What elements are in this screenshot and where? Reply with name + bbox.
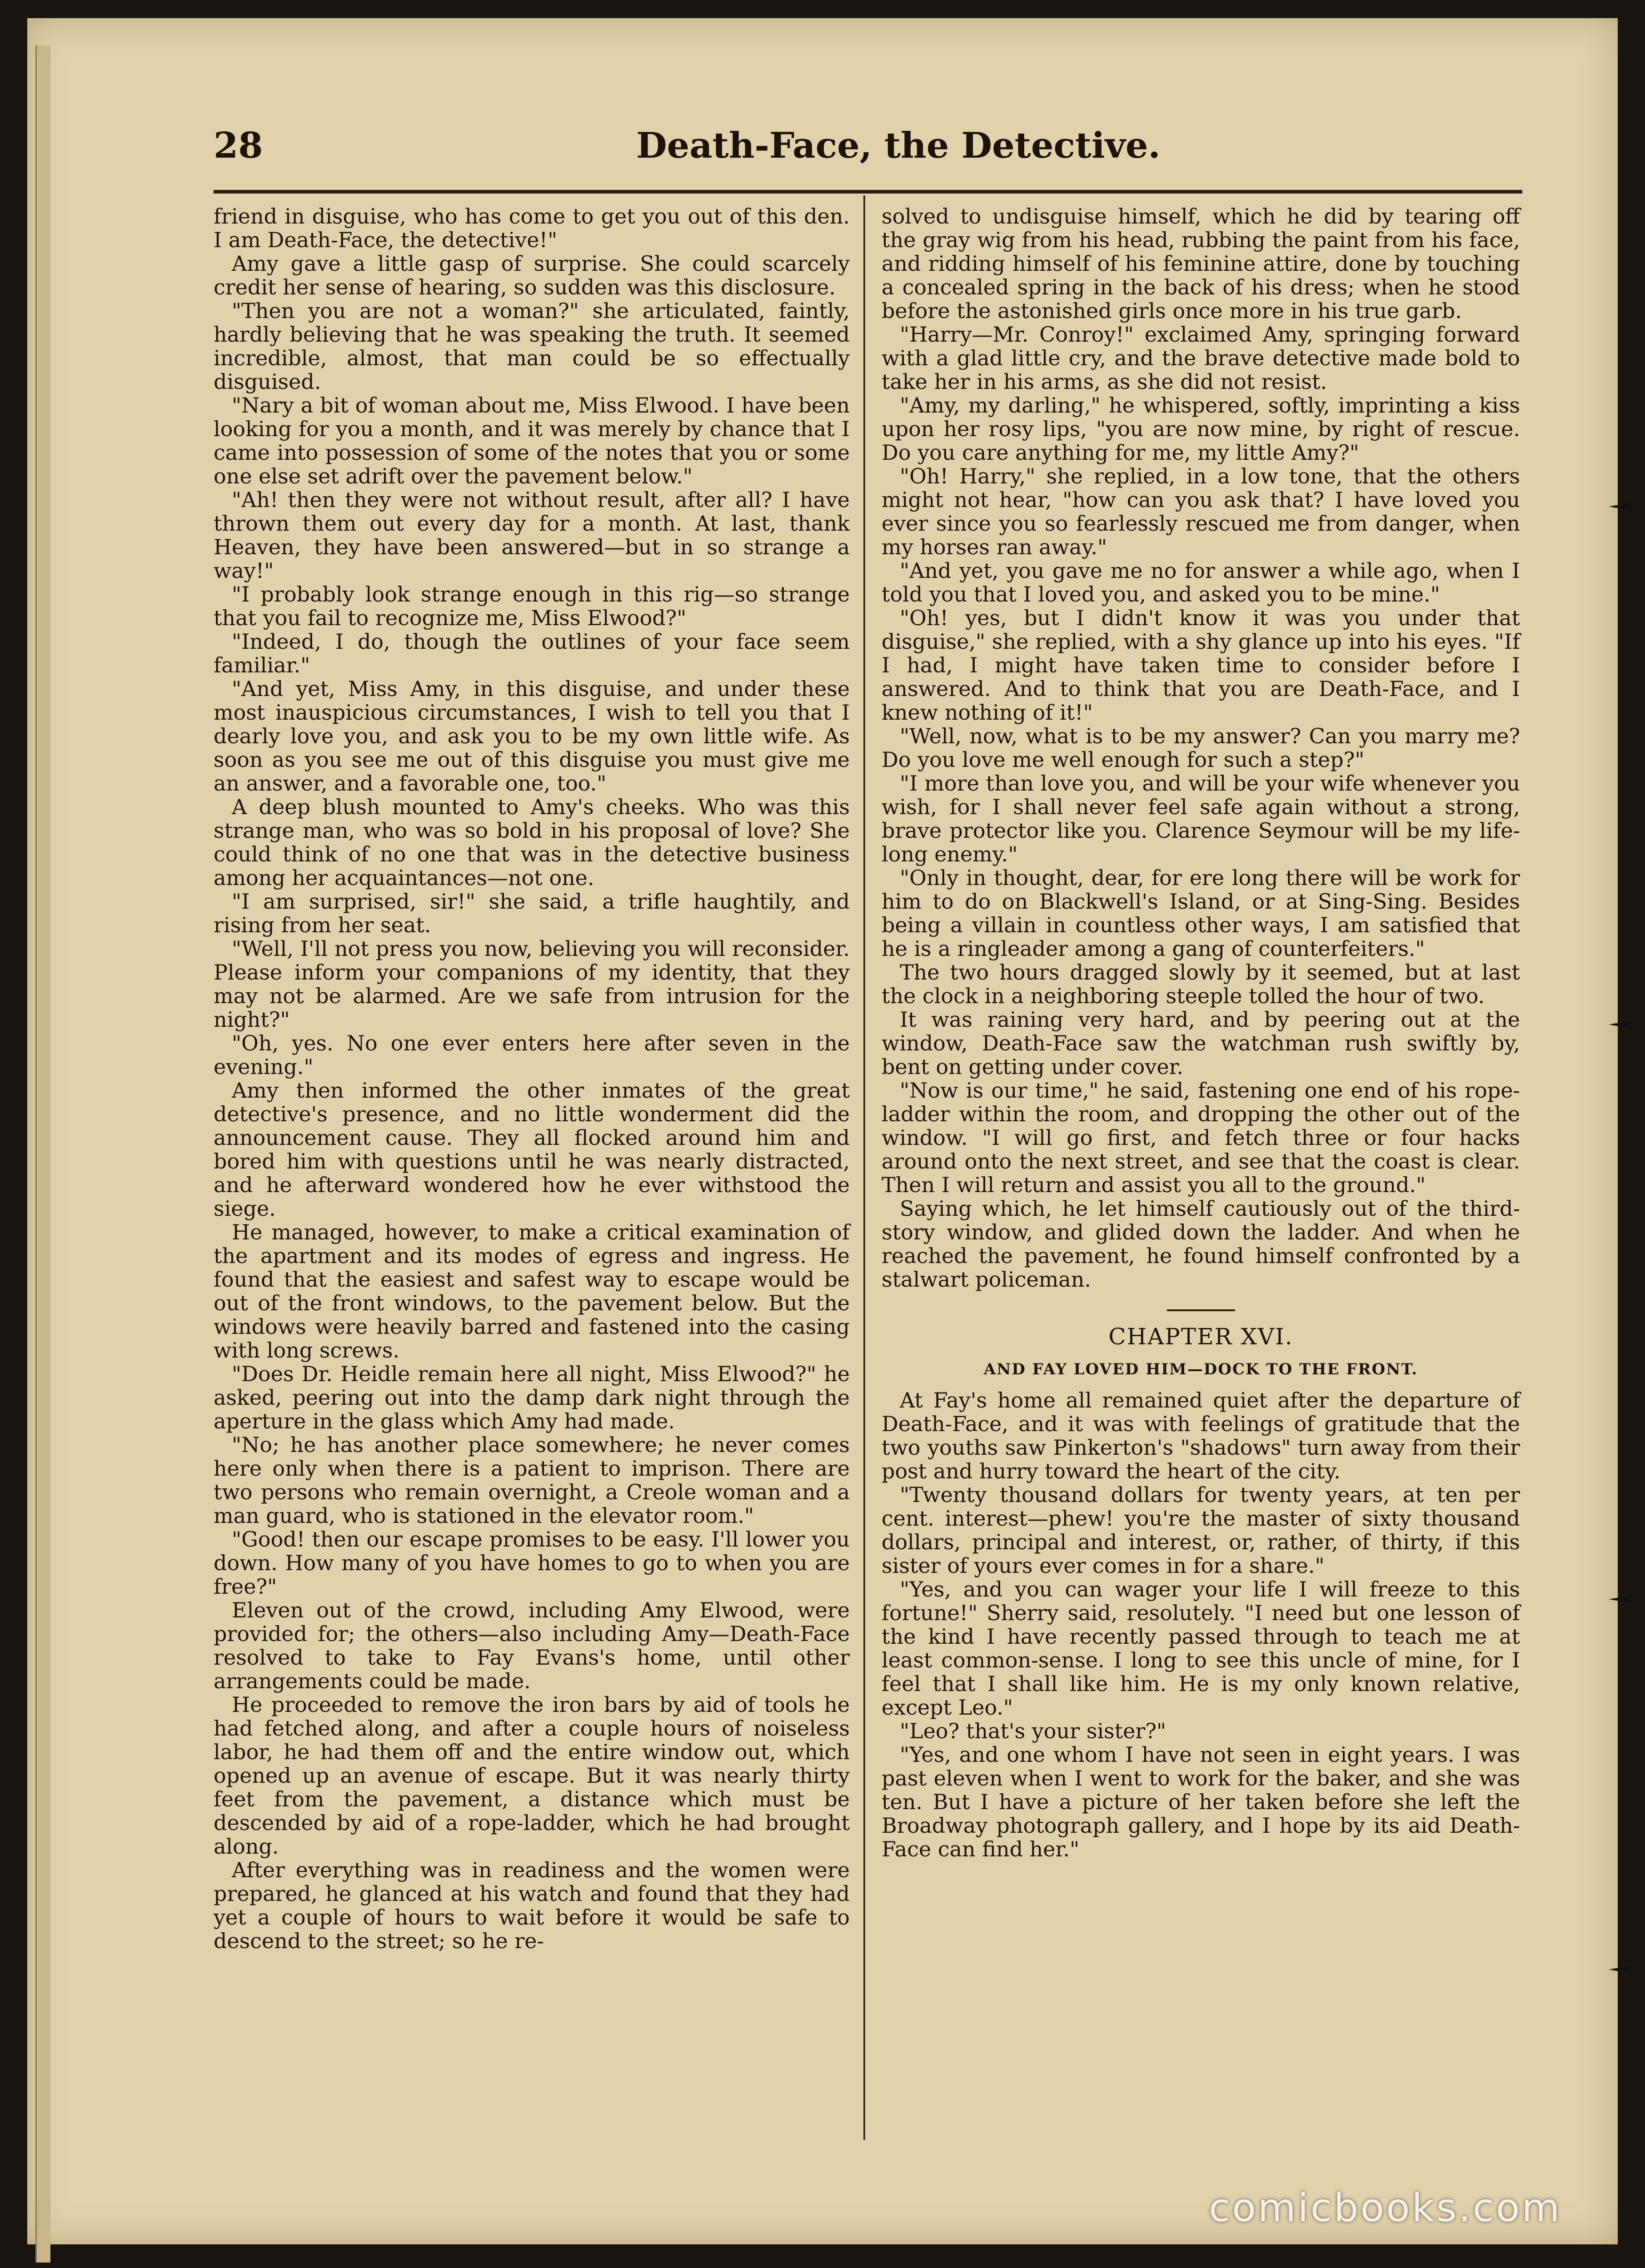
paragraph: "Yes, and one whom I have not seen in eight years. I was past eleven when I went to work for the baker, and she was ten. But I have a picture of her taken before she left the Broadway photograph gallery, and I hope by its aid Death-Face can find her." (882, 1742, 1520, 1861)
paragraph: "And yet, Miss Amy, in this disguise, and under these most inauspicious circumstances, I wish to tell you that I dearly love you, and ask you to be my own little wife. As soon as you see me out of this disguise you must give me an answer, and a favorable one, too." (214, 676, 850, 796)
page-edge (35, 45, 50, 2263)
paragraph: At Fay's home all remained quiet after the departure of Death-Face, and it was with feelings of gratitude that the two youths saw Pinkerton's "shadows" turn away from their post and hurry toward the heart of the city. (882, 1388, 1520, 1483)
paragraph: "Amy, my darling," he whispered, softly, imprinting a kiss upon her rosy lips, "you are now mine, by right of rescue. Do you care anything for me, my little Amy?" (882, 393, 1520, 465)
paragraph: "Only in thought, dear, for ere long there will be work for him to do on Blackwell's Island, or at Sing-Sing. Besides being a villain in countless other ways, I am satisfied that he is a ringleader among a gang of counterfeiters." (882, 865, 1520, 961)
paragraph: friend in disguise, who has come to get you out of this den. I am Death-Face, the detective!" (214, 204, 850, 252)
column-divider (863, 195, 865, 2140)
chapter-title: CHAPTER XVI. (1108, 1323, 1293, 1350)
paragraph: "Leo? that's your sister?" (900, 1719, 1166, 1743)
paragraph: "Yes, and you can wager your life I will freeze to this fortune!" Sherry said, resolutely. "I need but one lesson of the kind I have recently passed through to teach me at least common-sense. I long to see this uncle of mine, for I feel that I shall like him. He is my only known relative, except Leo." (882, 1577, 1520, 1720)
watermark: comicbooks.com (1209, 2185, 1562, 2231)
paragraph: He managed, however, to make a critical examination of the apartment and its modes of egress and ingress. He found that the easiest and safest way to escape would be out of the front windows, to the pavement below. But the windows were heavily barred and fastened into the casing with long screws. (214, 1220, 850, 1363)
paragraph: Saying which, he let himself cautiously out of the third-story window, and glided down the ladder. And when he reached the pavement, he found himself confronted by a stalwart policeman. (882, 1196, 1520, 1292)
paragraph: "I probably look strange enough in this rig—so strange that you fail to recognize me, Miss Elwood?" (214, 582, 850, 630)
paragraph: Eleven out of the crowd, including Amy Elwood, were provided for; the others—also including Amy—Death-Face resolved to take to Fay Evans's home, until other arrangements could be made. (214, 1598, 850, 1693)
paragraph: After everything was in readiness and the women were prepared, he glanced at his watch and found that they had yet a couple of hours to wait before it would be safe to descend to the street; so he re- (214, 1858, 850, 1953)
paragraph: "Well, now, what is to be my answer? Can you marry me? Do you love me well enough for such a step?" (882, 724, 1520, 772)
paragraph: "I am surprised, sir!" she said, a trifle haughtily, and rising from her seat. (214, 889, 850, 937)
paragraph: "Nary a bit of woman about me, Miss Elwood. I have been looking for you a month, and it was merely by chance that I came into possession of some of the notes that you or some one else set adrift over the pavement below." (214, 393, 850, 488)
paragraph: "Then you are not a woman?" she articulated, faintly, hardly believing that he was speaking the truth. It seemed incredible, almost, that man could be so effectually disguised. (214, 298, 850, 394)
paragraph: "Twenty thousand dollars for twenty years, at ten per cent. interest—phew! you're the master of sixty thousand dollars, principal and interest, or, rather, of thirty, if this sister of yours ever comes in for a share." (882, 1482, 1520, 1578)
paragraph: solved to undisguise himself, which he did by tearing off the gray wig from his head, rubbing the paint from his face, and ridding himself of his feminine attire, done by touching a concealed spring in the back of his dress; when he stood before the astonished girls once more in his true garb. (882, 204, 1520, 323)
paragraph: It was raining very hard, and by peering out at the window, Death-Face saw the watchman rush swiftly by, bent on getting under cover. (882, 1007, 1520, 1079)
page-number: 28 (214, 125, 263, 166)
paragraph: "Ah! then they were not without result, after all? I have thrown them out every day for a month. At last, thank Heaven, they have been answered—but in so strange a way!" (214, 487, 850, 583)
paragraph: "And yet, you gave me no for answer a while ago, when I told you that I loved you, and asked you to be mine." (882, 558, 1520, 607)
left-column (214, 204, 850, 1953)
paragraph: "No; he has another place somewhere; he never comes here only when there is a patient to imprison. There are two persons who remain overnight, a Creole woman and a man guard, who is stationed in the elevator room." (214, 1432, 850, 1528)
running-title: Death-Face, the Detective. (636, 125, 1161, 166)
header-rule (214, 190, 1522, 194)
paragraph: A deep blush mounted to Amy's cheeks. Who was this strange man, who was so bold in his proposal of love? She could think of no one that was in the detective business among her acquaintances—not one. (214, 795, 850, 890)
paragraph: "Well, I'll not press you now, believing you will reconsider. Please inform your companions of my identity, that they may not be alarmed. Are we safe from intrusion for the night?" (214, 936, 850, 1032)
paragraph: Amy then informed the other inmates of the great detective's presence, and no little wonderment did the announcement cause. They all flocked around him and bored him with questions until he was nearly distracted, and he afterward wondered how he ever withstood the siege. (214, 1078, 850, 1221)
page-header (186, 116, 1436, 175)
paragraph: Amy gave a little gasp of surprise. She could scarcely credit her sense of hearing, so sudden was this disclosure. (214, 251, 850, 299)
paragraph: "Oh, yes. No one ever enters here after seven in the evening." (214, 1031, 850, 1079)
paragraph: "Indeed, I do, though the outlines of your face seem familiar." (214, 629, 850, 677)
paragraph: "Now is our time," he said, fastening one end of his rope-ladder within the room, and dropping the other out of the window. "I will go first, and fetch three or four hacks around onto the next street, and see that the coast is clear. Then I will return and assist you all to the ground." (882, 1078, 1520, 1197)
paragraph: "Good! then our escape promises to be easy. I'll lower you down. How many of you have homes to go to when you are free?" (214, 1527, 850, 1599)
right-column (882, 204, 1520, 1861)
paragraph: He proceeded to remove the iron bars by aid of tools he had fetched along, and after a couple hours of noiseless labor, he had them off and the entire window out, which opened up an avenue of escape. But it was nearly thirty feet from the pavement, a distance which must be descended by aid of a rope-ladder, which he had brought along. (214, 1692, 850, 1859)
paragraph: "Oh! yes, but I didn't know it was you under that disguise," she replied, with a shy glance up into his eyes. "If I had, I might have taken time to consider before I answered. And to think that you are Death-Face, and I knew nothing of it!" (882, 606, 1520, 725)
paragraph: "Does Dr. Heidle remain here all night, Miss Elwood?" he asked, peering out into the damp dark night through the aperture in the glass which Amy had made. (214, 1362, 850, 1433)
chapter-divider (1167, 1309, 1235, 1311)
paragraph: "Harry—Mr. Conroy!" exclaimed Amy, springing forward with a glad little cry, and the brave detective made bold to take her in his arms, as she did not resist. (882, 322, 1520, 394)
paragraph: "Oh! Harry," she replied, in a low tone, that the others might not hear, "how can you ask that? I have loved you ever since you so fearlessly rescued me from danger, when my horses ran away." (882, 464, 1520, 559)
paragraph: The two hours dragged slowly by it seemed, but at last the clock in a neighboring steeple tolled the hour of two. (882, 960, 1520, 1008)
chapter-subtitle: AND FAY LOVED HIM—DOCK TO THE FRONT. (983, 1360, 1418, 1378)
paragraph: "I more than love you, and will be your wife whenever you wish, for I shall never feel safe again without a strong, brave protector like you. Clarence Seymour will be my life-long enemy." (882, 771, 1520, 866)
